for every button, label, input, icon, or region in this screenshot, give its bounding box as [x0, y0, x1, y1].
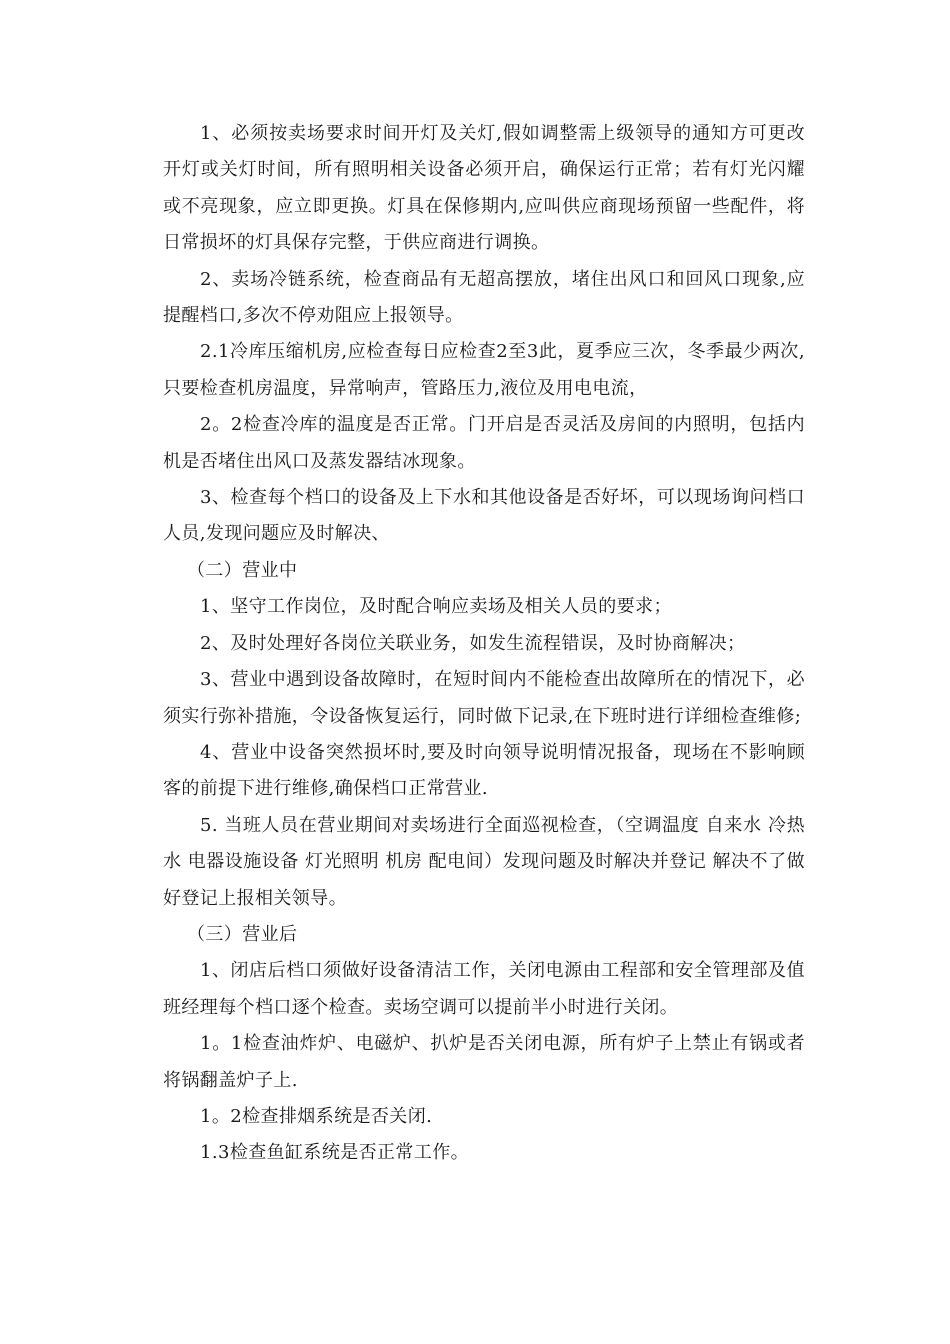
paragraph-patrol-inspection: 5. 当班人员在营业期间对卖场进行全面巡视检查，（空调温度 自来水 冷热水 电器设施设备 灯光照明 机房 配电间）发现问题及时解决并登记 解决不了做好登记上报相关领导。	[163, 814, 805, 909]
paragraph-compressor-room: 2.1冷库压缩机房,应检查每日应检查2至3此，夏季应三次，冬季最少两次,只要检查机房温度，异常响声，管路压力,液位及用电电流，	[163, 341, 805, 399]
paragraph-check-stoves: 1。1检查油炸炉、电磁炉、扒炉是否关闭电源，所有炉子上禁止有锅或者将锅翻盖炉子上.	[163, 1033, 805, 1091]
paragraph-stay-at-post: 1、坚守工作岗位，及时配合响应卖场及相关人员的要求；	[200, 596, 672, 618]
paragraph-handle-business: 2、及时处理好各岗位关联业务，如发生流程错误，及时协商解决；	[200, 632, 746, 654]
paragraph-stall-equipment: 3、检查每个档口的设备及上下水和其他设备是否好坏，可以现场询问档口人员,发现问题应及时解决、	[163, 487, 805, 545]
paragraph-check-fish-tank: 1.3检查鱼缸系统是否正常工作。	[200, 1142, 470, 1164]
section-heading-during-business: （二）营业中	[187, 559, 298, 581]
paragraph-lighting: 1、必须按卖场要求时间开灯及关灯,假如调整需上级领导的通知方可更改开灯或关灯时间，所有照明相关设备必须开启，确保运行正常；若有灯光闪耀或不亮现象，应立即更换。灯具在保修期内,应叫供应商现场预留一些配件，将日常损坏的灯具保存完整，于供应商进行调换。	[163, 123, 805, 254]
section-heading-after-business: （三）营业后	[187, 923, 298, 945]
paragraph-equipment-failure: 3、营业中遇到设备故障时，在短时间内不能检查出故障所在的情况下，必须实行弥补措施，令设备恢复运行，同时做下记录,在下班时进行详细检查维修;	[163, 669, 805, 727]
paragraph-check-exhaust: 1。2检查排烟系统是否关闭.	[200, 1105, 433, 1127]
document-body	[163, 116, 805, 1172]
paragraph-cold-chain: 2、卖场冷链系统，检查商品有无超高摆放，堵住出风口和回风口现象,应提醒档口,多次不停劝阻应上报领导。	[163, 268, 805, 327]
paragraph-sudden-damage: 4、营业中设备突然损坏时,要及时向领导说明情况报备，现场在不影响顾客的前提下进行维修,确保档口正常营业.	[163, 741, 805, 800]
paragraph-cold-storage-temp: 2。2检查冷库的温度是否正常。门开启是否灵活及房间的内照明，包括内机是否堵住出风口及蒸发器结冰现象。	[163, 414, 805, 472]
paragraph-closing-cleaning: 1、闭店后档口须做好设备清洁工作，关闭电源由工程部和安全管理部及值班经理每个档口逐个检查。卖场空调可以提前半小时进行关闭。	[163, 960, 805, 1018]
